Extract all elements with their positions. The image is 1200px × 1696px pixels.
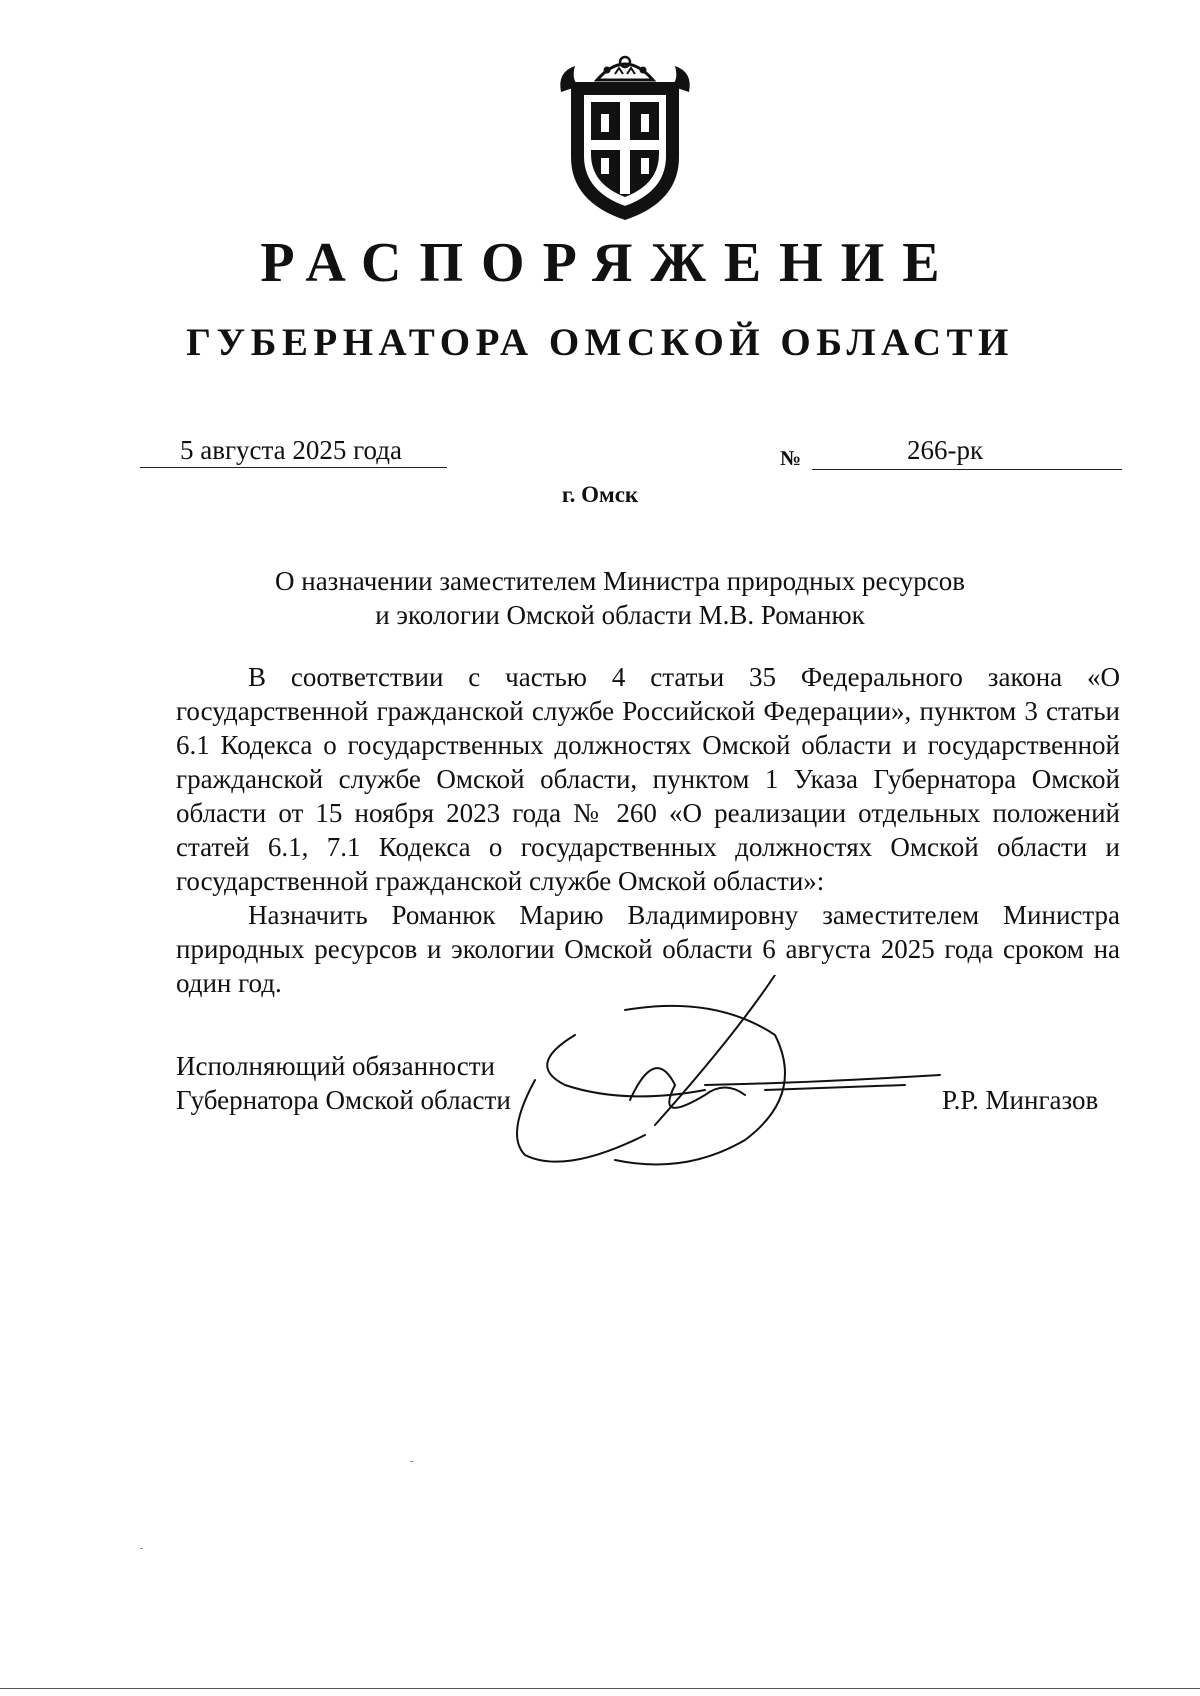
document-subtitle: ГУБЕРНАТОРА ОМСКОЙ ОБЛАСТИ — [186, 321, 1014, 364]
subject-line-2: и экологии Омской области М.В. Романюк — [375, 600, 865, 630]
number-sign: № — [780, 446, 802, 470]
position-line-1: Исполняющий обязанности — [176, 1051, 495, 1081]
document-subject — [160, 564, 1080, 632]
scan-speck — [140, 1548, 143, 1549]
document-city: г. Омск — [561, 482, 639, 507]
scan-speck — [410, 1461, 413, 1462]
body-paragraph-1: В соответствии с частью 4 статьи 35 Федерального закона «О государственной гражданской службе Российской Федерации», пунктом 3 статьи 6.1 Кодекса о государственных должностях Омской области и государственной гражданской службе Омской области, пунктом 1 Указа Губернатора Омской области от 15 ноября 2023 года № 260 «О реализации отдельных положений статей 6.1, 7.1 Кодекса о государственных должностях Омской области и государственной гражданской службе Омской области»: — [176, 662, 1120, 896]
document-body — [176, 660, 1120, 1000]
handwritten-signature-icon — [505, 975, 975, 1205]
position-line-2: Губернатора Омской области — [176, 1085, 511, 1115]
page-bottom-rule — [0, 1688, 1200, 1689]
number-field — [812, 433, 1122, 470]
document-number: 266-рк — [907, 435, 984, 465]
omsk-oblast-coat-of-arms-icon — [557, 52, 693, 222]
body-paragraph-2: Назначить Романюк Марию Владимировну заместителем Министра природных ресурсов и экологии Омской области 6 августа 2025 года сроком на один год. — [176, 900, 1120, 998]
document-date: 5 августа 2025 года — [180, 435, 402, 465]
date-field — [140, 433, 447, 468]
signatory-position — [176, 1049, 511, 1117]
subject-line-1: О назначении заместителем Министра природных ресурсов — [275, 566, 965, 596]
document-title: РАСПОРЯЖЕНИЕ — [260, 232, 958, 294]
signatory-name: Р.Р. Мингазов — [942, 1085, 1099, 1115]
